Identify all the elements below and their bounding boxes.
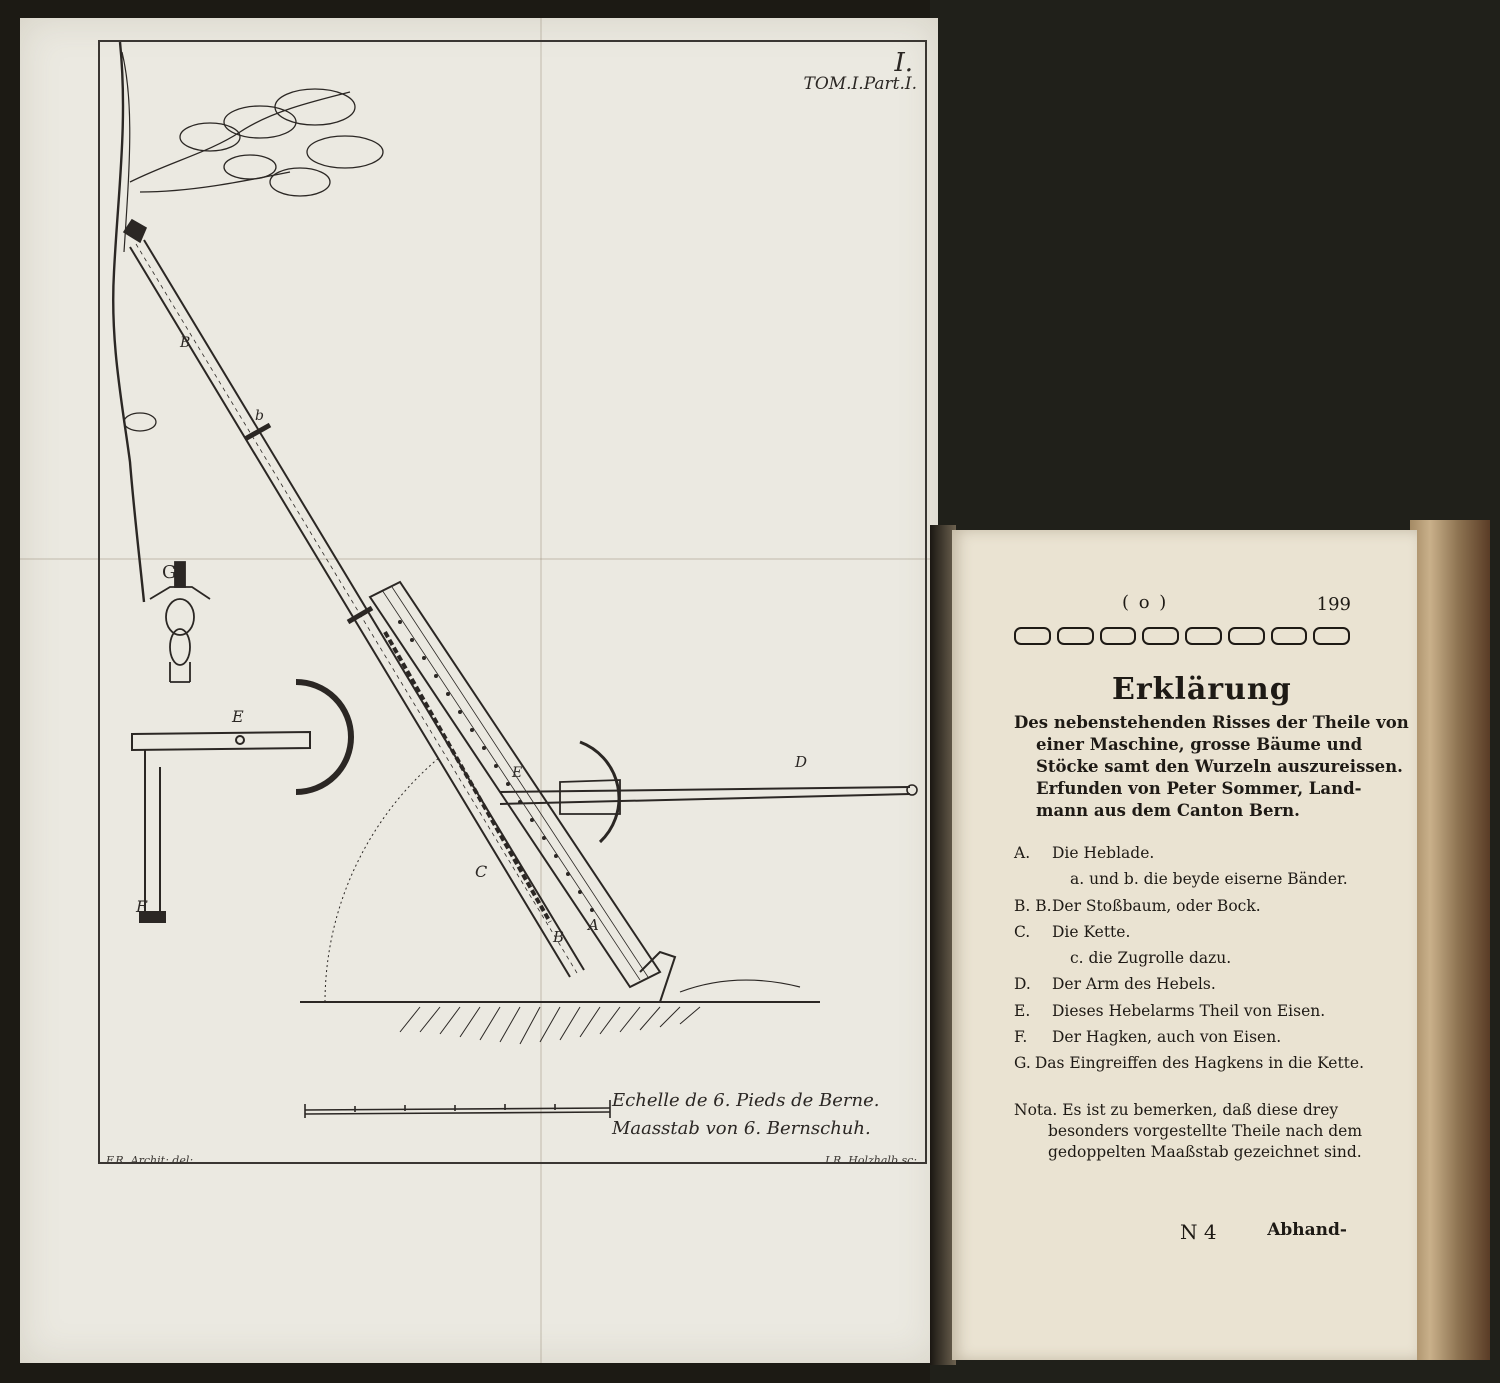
- nota-paragraph: [1014, 1100, 1364, 1163]
- legend-text: c. die Zugrolle dazu.: [1070, 949, 1232, 968]
- scale-caption-german: Maasstab von 6. Bernschuh.: [612, 1118, 871, 1139]
- legend-item: [1014, 919, 1364, 945]
- label-small-b: b: [255, 408, 264, 424]
- legend-item: [1014, 971, 1364, 997]
- nota-line: Nota. Es ist zu bemerken, daß diese drey: [1014, 1101, 1339, 1119]
- legend-text: Das Eingreiffen des Hagkens in die Kette.: [1034, 1054, 1364, 1073]
- legend-item: [1014, 1050, 1364, 1076]
- legend-list: [1014, 840, 1364, 1077]
- credit-draughtsman: F.R. Archit: del:: [106, 1154, 194, 1167]
- legend-key: E.: [1014, 1001, 1031, 1020]
- legend-text: Der Arm des Hebels.: [1052, 975, 1216, 994]
- tree-foliage: [124, 89, 383, 431]
- page-heading: Erklärung: [1112, 672, 1292, 707]
- legend-item: [1014, 840, 1364, 866]
- scale-bar: [305, 1100, 610, 1118]
- swing-arc: [325, 757, 440, 1002]
- detail-chain-hook-g: [150, 562, 210, 682]
- legend-item: [1014, 893, 1364, 919]
- scale-caption-french: Echelle de 6. Pieds de Berne.: [612, 1090, 880, 1111]
- subtitle-line: mann aus dem Canton Bern.: [1036, 801, 1300, 820]
- label-b-upper: B: [180, 335, 191, 351]
- book-page: [952, 530, 1417, 1360]
- peg-holes: [398, 620, 594, 912]
- engraved-plate: [20, 18, 938, 1363]
- legend-text: Dieses Hebelarms Theil von Eisen.: [1052, 1001, 1326, 1020]
- machine-illustration: [100, 42, 925, 1162]
- nota-line: gedoppelten Maaßstab gezeichnet sind.: [1048, 1143, 1362, 1161]
- legend-key: A.: [1014, 844, 1031, 862]
- legend-item: [1014, 945, 1364, 971]
- tree-trunk: [113, 42, 144, 602]
- legend-key: G.: [1014, 1054, 1031, 1073]
- legend-key: F.: [1014, 1028, 1028, 1047]
- legend-text: a. und b. die beyde eiserne Bänder.: [1070, 870, 1348, 889]
- label-c: C: [475, 862, 488, 881]
- plate-frame: [98, 40, 927, 1167]
- legend-item: [1014, 1024, 1364, 1050]
- catchword: Abhand-: [1267, 1220, 1347, 1240]
- push-pole-b: [130, 247, 570, 977]
- subtitle-line: Stöcke samt den Wurzeln auszureissen.: [1036, 757, 1403, 776]
- legend-key: D.: [1014, 975, 1031, 994]
- subtitle-line: Des nebenstehenden Risses der Theile von: [1014, 713, 1409, 732]
- legend-key: B. B.: [1014, 896, 1052, 915]
- label-f: F: [136, 897, 148, 916]
- legend-key: C.: [1014, 922, 1031, 941]
- book-fore-edge: [1410, 520, 1490, 1360]
- legend-item: [1014, 998, 1364, 1024]
- label-g: G: [162, 562, 177, 583]
- running-head: ( o ): [1122, 592, 1169, 613]
- legend-text: Die Kette.: [1052, 922, 1131, 941]
- ornament-band: [1014, 626, 1350, 646]
- tree-stump: [640, 952, 675, 1002]
- chain-c: [385, 632, 550, 922]
- legend-text: Der Stoßbaum, oder Bock.: [1052, 896, 1261, 915]
- plate-number: I.: [894, 48, 913, 78]
- page-number: 199: [1316, 594, 1351, 615]
- signature-mark: N 4: [1180, 1220, 1217, 1244]
- legend-text: Die Heblade.: [1052, 844, 1155, 862]
- label-d: D: [795, 753, 808, 771]
- ground-hatching: [400, 1007, 700, 1044]
- legend-text: Der Hagken, auch von Eisen.: [1052, 1028, 1282, 1047]
- credit-engraver: I.R. Holzhalb sc:: [825, 1154, 917, 1167]
- legend-item: [1014, 866, 1364, 892]
- plate-volume-reference: TOM.I.Part.I.: [803, 74, 917, 94]
- subtitle-line: Erfunden von Peter Sommer, Land-: [1036, 779, 1362, 798]
- subtitle-line: einer Maschine, grosse Bäume und: [1036, 735, 1363, 754]
- label-b-lower: B: [553, 928, 565, 946]
- label-a: A: [588, 916, 599, 934]
- label-e: E: [512, 765, 523, 781]
- label-e-detail: E: [232, 707, 244, 726]
- nota-line: besonders vorgestellte Theile nach dem: [1048, 1122, 1363, 1140]
- page-subtitle: [1014, 712, 1409, 822]
